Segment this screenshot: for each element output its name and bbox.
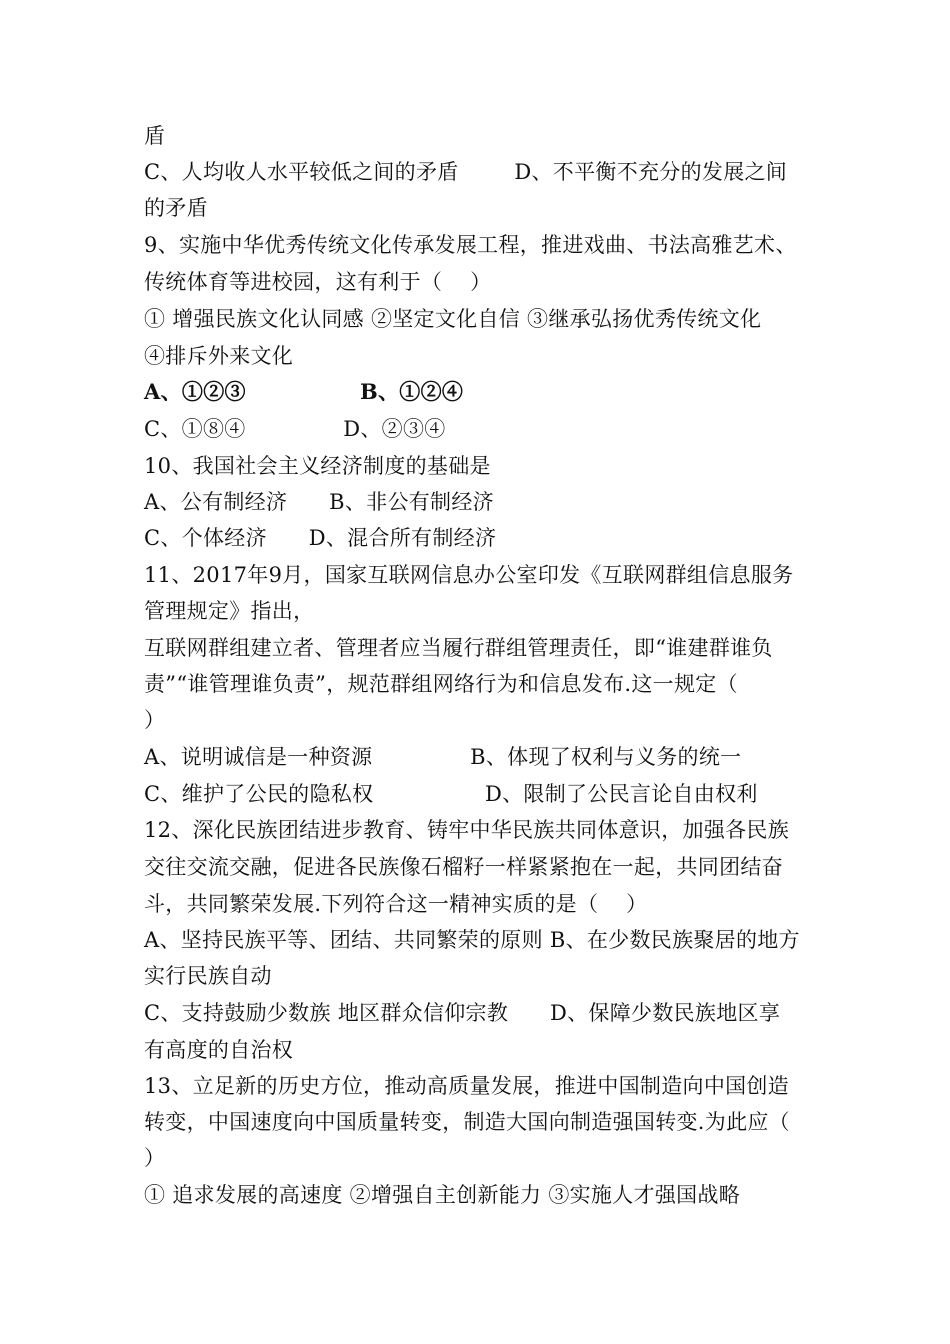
text-line: A、坚持民族平等、团结、共同繁荣的原则 B、在少数民族聚居的地方 (144, 928, 800, 952)
text-line: 10、我国社会主义经济制度的基础是 (144, 454, 491, 478)
text-line: ） (144, 1146, 166, 1170)
text-line: 管理规定》指出， (144, 599, 315, 623)
text-line: C、人均收人水平较低之间的矛盾 D、不平衡不充分的发展之间 (144, 160, 788, 184)
text-line: 11、2017年9月，国家互联网信息办公室印发《互联网群组信息服务 (144, 563, 794, 587)
text-line: A、说明诚信是一种资源 B、体现了权利与义务的统一 (144, 745, 742, 769)
text-line: 的矛盾 (144, 196, 208, 220)
text-line: 转变，中国速度向中国质量转变，制造大国向制造强国转变.为此应（ (144, 1110, 790, 1134)
text-line: C、①⑧④ D、②③④ (144, 417, 446, 441)
text-line: C、支持鼓励少数族 地区群众信仰宗教 D、保障少数民族地区享 (144, 1001, 781, 1025)
text-line: ① 增强民族文化认同感 ②坚定文化自信 ③继承弘扬优秀传统文化 (144, 307, 762, 331)
text-line: 斗，共同繁荣发展.下列符合这一精神实质的是（ ） (144, 892, 648, 916)
text-line: A、公有制经济 B、非公有制经济 (144, 490, 494, 514)
text-line: 12、深化民族团结进步教育、铸牢中华民族共同体意识，加强各民族 (144, 818, 790, 842)
text-line: 有高度的自治权 (144, 1038, 294, 1062)
text-line: 盾 (144, 124, 166, 148)
text-line: C、个体经济 D、混合所有制经济 (144, 526, 497, 550)
text-line: 实行民族自动 (144, 964, 272, 988)
text-line: ） (144, 708, 166, 732)
text-line: 互联网群组建立者、管理者应当履行群组管理责任，即“谁建群谁负 (144, 636, 773, 660)
text-line: 9、实施中华优秀传统文化传承发展工程，推进戏曲、书法高雅艺术、 (144, 233, 797, 257)
text-line: 传统体育等进校园，这有利于（ ） (144, 270, 492, 294)
text-line: 责”“谁管理谁负责”，规范群组网络行为和信息发布.这一规定（ (144, 672, 738, 696)
text-line: 13、立足新的历史方位，推动高质量发展，推进中国制造向中国创造 (144, 1074, 790, 1098)
text-line: A、①②③ B、①②④ (144, 379, 464, 404)
text-line: C、维护了公民的隐私权 D、限制了公民言论自由权利 (144, 782, 758, 806)
text-line: ④排斥外来文化 (144, 344, 294, 368)
text-line: 交往交流交融，促进各民族像石榴籽一样紧紧抱在一起，共同团结奋 (144, 855, 783, 879)
text-line: ① 追求发展的高速度 ②增强自主创新能力 ③实施人才强国战略 (144, 1183, 741, 1207)
